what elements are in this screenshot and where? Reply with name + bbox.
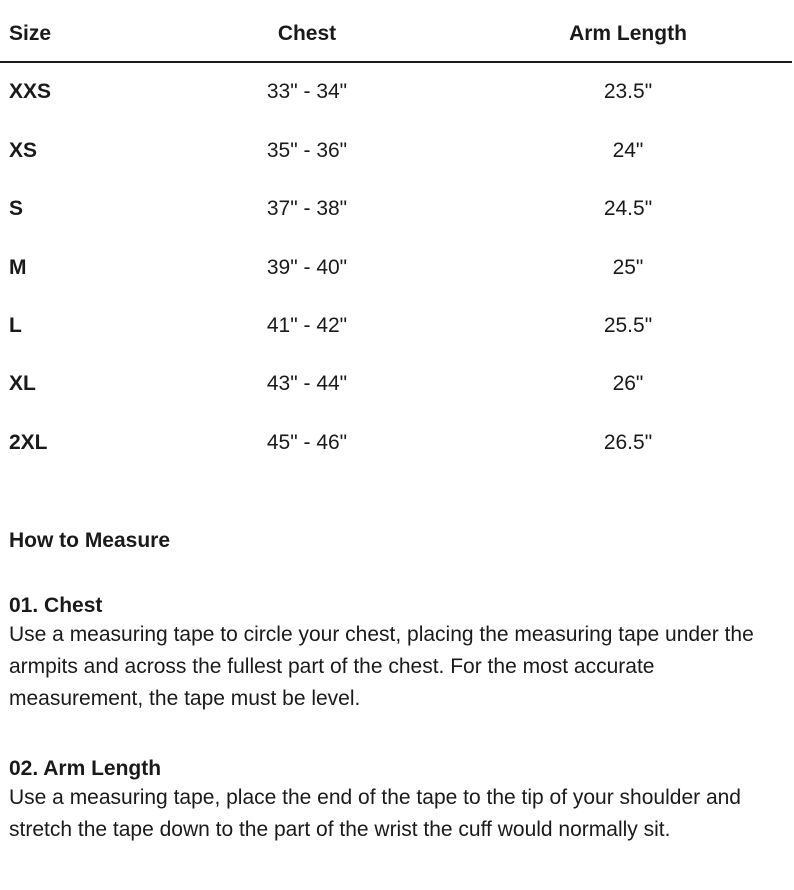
chest-instructions <box>9 594 789 715</box>
row-chest: 37" - 38" <box>266 197 348 220</box>
row-size: XL <box>9 372 36 395</box>
row-chest: 35" - 36" <box>266 139 348 162</box>
chest-instructions-title: 01. Chest <box>9 594 103 617</box>
row-size: XS <box>9 139 38 162</box>
row-chest: 43" - 44" <box>266 372 348 395</box>
arm-length-instructions-title: 02. Arm Length <box>9 757 162 780</box>
row-arm-length: 26" <box>612 372 644 395</box>
row-arm-length: 24" <box>612 139 644 162</box>
row-size: 2XL <box>9 431 48 454</box>
row-chest: 33" - 34" <box>266 80 348 103</box>
header-arm-length: Arm Length <box>569 22 687 45</box>
table-row <box>0 314 794 372</box>
row-size: XXS <box>9 80 52 103</box>
row-size: L <box>9 314 22 337</box>
header-size: Size <box>9 22 52 45</box>
header-chest: Chest <box>277 22 337 45</box>
row-arm-length: 24.5" <box>603 197 653 220</box>
how-to-measure-title: How to Measure <box>9 529 171 552</box>
row-size: M <box>9 256 27 279</box>
row-chest: 39" - 40" <box>266 256 348 279</box>
row-chest: 45" - 46" <box>266 431 348 454</box>
row-arm-length: 23.5" <box>603 80 653 103</box>
table-row <box>0 256 794 314</box>
row-arm-length: 26.5" <box>603 431 653 454</box>
table-row <box>0 80 794 138</box>
table-row <box>0 139 794 197</box>
table-row <box>0 431 794 489</box>
arm-length-instructions <box>9 757 789 846</box>
row-arm-length: 25.5" <box>603 314 653 337</box>
row-size: S <box>9 197 24 220</box>
table-row <box>0 372 794 430</box>
how-to-measure-heading <box>9 529 789 553</box>
row-chest: 41" - 42" <box>266 314 348 337</box>
header-divider <box>0 61 792 63</box>
table-header <box>0 0 794 62</box>
chest-instructions-text: Use a measuring tape to circle your chest, placing the measuring tape under the armpits and across the fullest part of the chest. For the most accurate measurement, the tape must be level. <box>9 623 754 710</box>
arm-length-instructions-text: Use a measuring tape, place the end of the tape to the tip of your shoulder and stretch the tape down to the part of the wrist the cuff would normally sit. <box>9 786 741 841</box>
table-row <box>0 197 794 255</box>
row-arm-length: 25" <box>612 256 644 279</box>
